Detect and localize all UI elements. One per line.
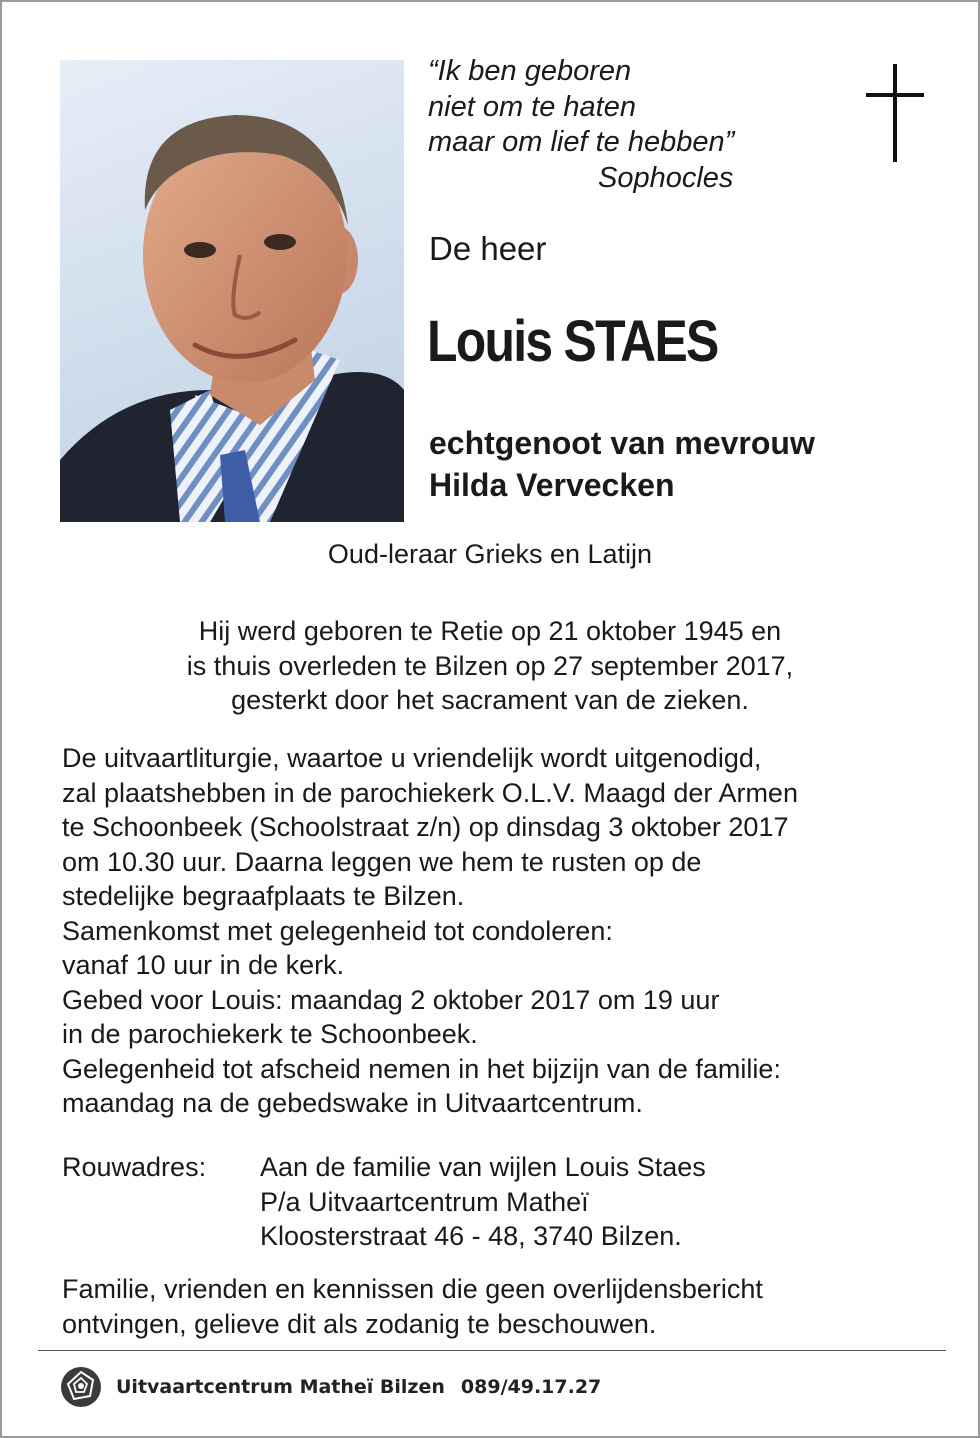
ceremony-paragraph	[62, 741, 942, 1121]
spouse-block	[429, 422, 815, 506]
paragraph-line: vanaf 10 uur in de kerk.	[62, 950, 345, 980]
rose-logo-icon	[60, 1366, 102, 1408]
footer	[60, 1366, 601, 1408]
footer-divider	[38, 1350, 946, 1351]
address-label: Rouwadres:	[62, 1152, 207, 1182]
quote-author: Sophocles	[598, 161, 734, 194]
notice-paragraph	[62, 1272, 942, 1341]
quote-line: niet om te haten	[428, 90, 636, 123]
quote-line: “Ik ben geboren	[428, 55, 632, 87]
paragraph-line: om 10.30 uur. Daarna leggen we hem te rusten op de	[62, 846, 702, 877]
paragraph-line: Samenkomst met gelegenheid tot condoleren:	[62, 915, 613, 946]
profession: Oud-leraar Grieks en Latijn	[327, 539, 653, 569]
funeral-home-phone: 089/49.17.27	[460, 1376, 602, 1398]
address-line: P/a Uitvaartcentrum Matheï	[260, 1186, 589, 1217]
address-line: Aan de familie van wijlen Louis Staes	[260, 1152, 706, 1182]
deceased-name: Louis STAES	[427, 309, 718, 374]
paragraph-line: te Schoonbeek (Schoolstraat z/n) op dinsdag 3 oktober 2017	[62, 812, 789, 842]
paragraph-line: stedelijke begraafplaats te Bilzen.	[62, 881, 465, 911]
paragraph-line: ontvingen, gelieve dit als zodanig te beschouwen.	[62, 1308, 657, 1339]
paragraph-line: Gebed voor Louis: maandag 2 oktober 2017 om 19 uur	[62, 984, 720, 1015]
quote-block	[428, 54, 788, 196]
portrait-illustration	[60, 60, 404, 522]
spouse-line: echtgenoot van mevrouw	[429, 425, 815, 461]
quote-line: maar om lief te hebben”	[428, 126, 735, 158]
paragraph-line: De uitvaartliturgie, waartoe u vriendelijk wordt uitgenodigd,	[62, 743, 762, 773]
birth-death-paragraph	[2, 614, 978, 718]
spouse-line: Hilda Vervecken	[429, 467, 675, 503]
cross-icon	[866, 64, 924, 162]
paragraph-line: Hij werd geboren te Retie op 21 oktober 1945 en	[198, 616, 782, 646]
portrait-photo	[60, 60, 404, 522]
paragraph-line: Familie, vrienden en kennissen die geen overlijdensbericht	[62, 1274, 763, 1304]
paragraph-line: zal plaatshebben in de parochiekerk O.L.V. Maagd der Armen	[62, 777, 798, 808]
paragraph-line: maandag na de gebedswake in Uitvaartcentrum.	[62, 1088, 643, 1118]
paragraph-line: is thuis overleden te Bilzen op 27 september 2017,	[186, 650, 794, 681]
honorific-title: De heer	[429, 230, 547, 267]
paragraph-line: in de parochiekerk te Schoonbeek.	[62, 1019, 478, 1049]
address-block	[260, 1150, 706, 1254]
address-line: Kloosterstraat 46 - 48, 3740 Bilzen.	[260, 1221, 682, 1251]
paragraph-line: Gelegenheid tot afscheid nemen in het bijzijn van de familie:	[62, 1053, 781, 1084]
paragraph-line: gesterkt door het sacrament van de zieken.	[231, 685, 749, 715]
funeral-home-name: Uitvaartcentrum Matheï Bilzen	[116, 1376, 445, 1398]
